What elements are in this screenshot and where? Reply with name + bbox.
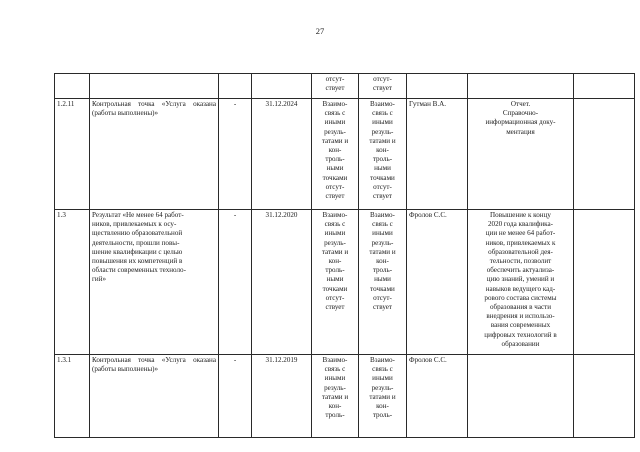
row-document-cell: Отчет. Справочно- информационная доку- ментация: [468, 99, 574, 210]
row-document-cell: [468, 355, 574, 438]
row-number-cell: 1.3.1: [55, 355, 90, 438]
row-next-link-cell: Взаимо- связь с иными резуль- татами и кон- троль- ными точками отсут- ствует: [359, 99, 407, 210]
row-next-link-cell: Взаимо- связь с иными резуль- татами и кон- троль-: [359, 355, 407, 438]
row-extra-cell: [574, 210, 635, 355]
row-responsible-cell: Фролов С.С.: [407, 210, 468, 355]
row-base-cell: [219, 74, 252, 99]
row-extra-cell: [574, 355, 635, 438]
row-next-link-cell: отсут- ствует: [359, 74, 407, 99]
row-prev-link-cell: Взаимо- связь с иными резуль- татами и кон- троль- ными точками отсут- ствует: [312, 99, 359, 210]
row-base-cell: -: [219, 355, 252, 438]
plan-table: [54, 73, 635, 438]
row-number-cell: 1.2.11: [55, 99, 90, 210]
row-date-cell: 31.12.2019: [252, 355, 312, 438]
row-document-cell: Повышение к концу 2020 года квалифика- ции не менее 64 работ- ников, привлекаемых к образовательной дея- тельности, позволит обеспечить актуализа- цию знаний, умений и навыков ведущего кад- рового состава системы образования в части внедрения и использо- вания современных цифровых технологий в образовании: [468, 210, 574, 355]
table-row: [55, 355, 635, 438]
table-row: [55, 99, 635, 210]
row-responsible-cell: Фролов С.С.: [407, 355, 468, 438]
row-prev-link-cell: Взаимо- связь с иными резуль- татами и кон- троль-: [312, 355, 359, 438]
row-extra-cell: [574, 99, 635, 210]
row-date-cell: 31.12.2024: [252, 99, 312, 210]
table-row: [55, 210, 635, 355]
row-responsible-cell: [407, 74, 468, 99]
table-row: [55, 74, 635, 99]
row-date-cell: [252, 74, 312, 99]
row-responsible-cell: Гутман В.А.: [407, 99, 468, 210]
row-base-cell: -: [219, 210, 252, 355]
row-name-cell: Контрольная точка «Услуга оказана (работы выполнены)»: [90, 355, 219, 438]
row-next-link-cell: Взаимо- связь с иными резуль- татами и кон- троль- ными точками отсут- ствует: [359, 210, 407, 355]
row-name-cell: [90, 74, 219, 99]
row-name-cell: Контрольная точка «Услуга оказана (работы выполнены)»: [90, 99, 219, 210]
row-date-cell: 31.12.2020: [252, 210, 312, 355]
page-number: 27: [315, 26, 325, 36]
row-name-cell: Результат «Не менее 64 работ- ников, привлекаемых к осу- ществлению образовательной деятельности, прошли повы- шение квалификации с целью повышения их компетенций в области современных техноло- гий»: [90, 210, 219, 355]
row-prev-link-cell: Взаимо- связь с иными резуль- татами и кон- троль- ными точками отсут- ствует: [312, 210, 359, 355]
row-number-cell: 1.3: [55, 210, 90, 355]
row-extra-cell: [574, 74, 635, 99]
row-document-cell: [468, 74, 574, 99]
row-number-cell: [55, 74, 90, 99]
row-base-cell: -: [219, 99, 252, 210]
row-prev-link-cell: отсут- ствует: [312, 74, 359, 99]
